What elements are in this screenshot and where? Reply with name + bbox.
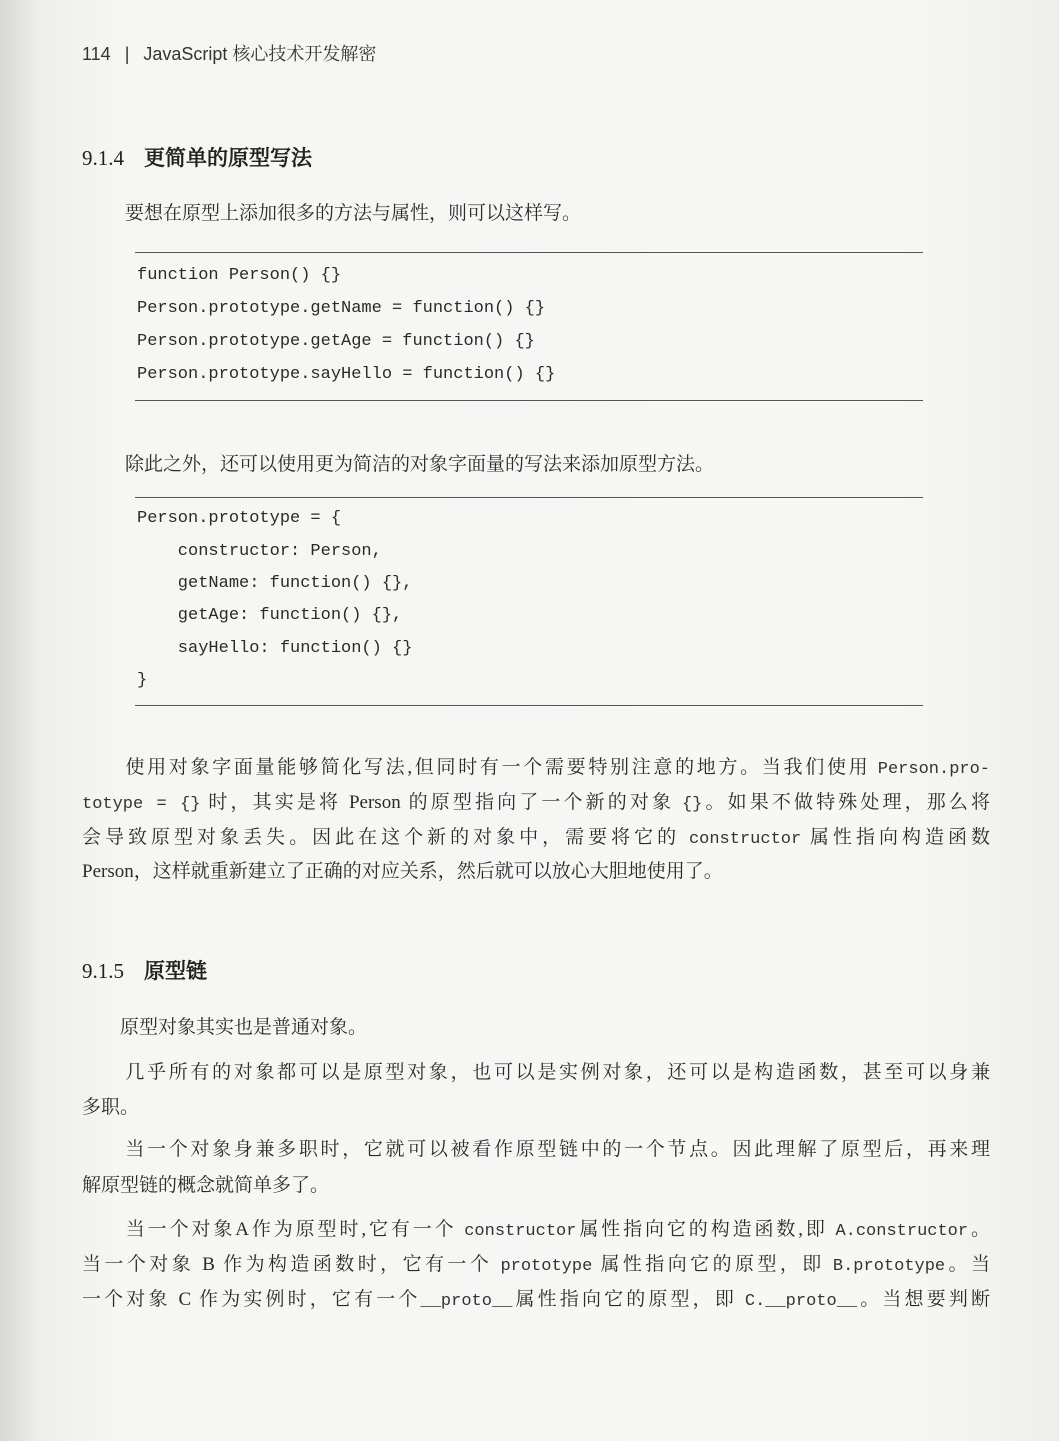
- code-rule-top: [135, 497, 923, 498]
- text-run: 。当想要判断: [857, 1289, 990, 1310]
- text-run: 属性指向它的原型，即: [512, 1289, 745, 1310]
- code-line: Person.prototype = {: [137, 509, 342, 528]
- code-rule-top: [135, 252, 923, 253]
- text-run: 会导致原型对象丢失。因此在这个新的对象中，需要将它的: [82, 827, 689, 848]
- code-line: getAge: function() {},: [137, 606, 403, 625]
- code-line: function Person() {}: [137, 266, 342, 285]
- text-run: 当一个对象身兼多职时，它就可以被看作原型链中的一个节点。因此理解了原型后，再来理: [82, 1139, 990, 1160]
- inline-code: __proto__: [420, 1292, 513, 1311]
- text-line: [82, 1016, 367, 1040]
- text-run: 多职。: [82, 1097, 140, 1118]
- section-number: 9.1.5: [82, 959, 124, 983]
- text-line: [82, 791, 990, 817]
- inline-code: constructor: [688, 830, 802, 849]
- code-line: Person.prototype.sayHello = function() {}: [137, 365, 556, 384]
- inline-code: {}: [681, 795, 703, 814]
- inline-code: prototype: [500, 1257, 593, 1276]
- text-run: 时，其实是将 Person 的原型指向了一个新的对象: [200, 792, 682, 813]
- text-run: 解原型链的概念就简单多了。: [82, 1175, 330, 1196]
- text-run: 属性指向它的原型，即: [592, 1254, 833, 1275]
- text-line: [82, 756, 990, 782]
- text-run: 使用对象字面量能够简化写法,但同时有一个需要特别注意的地方。当我们使用: [82, 757, 878, 778]
- text-run: 。如果不做特殊处理，那么将: [702, 792, 990, 813]
- code-line: constructor: Person,: [137, 542, 382, 561]
- text-line: [82, 1174, 329, 1198]
- section-title: 更简单的原型写法: [144, 146, 312, 170]
- inline-code: C.__proto__: [744, 1292, 858, 1311]
- text-run: 属性指向它的构造函数,即: [576, 1219, 836, 1240]
- code-rule-bottom: [135, 705, 923, 706]
- code-rule-bottom: [135, 400, 923, 401]
- intro-paragraph: 要想在原型上添加很多的方法与属性，则可以这样写。: [125, 203, 582, 224]
- text-line: [82, 1096, 139, 1120]
- text-run: 。当: [945, 1254, 990, 1275]
- text-line: [82, 1218, 990, 1244]
- inline-code: totype = {}: [82, 795, 201, 814]
- text-run: 当一个对象 B 作为构造函数时，它有一个: [82, 1254, 501, 1275]
- text-line: [82, 860, 723, 884]
- section-heading-9-1-4: [82, 142, 312, 172]
- text-run: 原型对象其实也是普通对象。: [82, 1017, 368, 1038]
- inline-code: B.prototype: [832, 1257, 946, 1276]
- section-number: 9.1.4: [82, 146, 124, 170]
- section-title: 原型链: [144, 959, 207, 983]
- text-run: 一个对象 C 作为实例时，它有一个: [82, 1289, 421, 1310]
- code-line: Person.prototype.getName = function() {}: [137, 299, 546, 318]
- code-line: sayHello: function() {}: [137, 639, 413, 658]
- text-line: [82, 826, 990, 852]
- code-line: }: [137, 671, 148, 690]
- inline-code: Person.pro-: [877, 760, 990, 779]
- text-run: Person，这样就重新建立了正确的对应关系，然后就可以放心大胆地使用了。: [82, 861, 723, 882]
- text-run: 。: [968, 1219, 990, 1240]
- middle-paragraph: 除此之外，还可以使用更为简洁的对象字面量的写法来添加原型方法。: [125, 454, 715, 475]
- text-line: [82, 1061, 990, 1085]
- text-run: 几乎所有的对象都可以是原型对象，也可以是实例对象，还可以是构造函数，甚至可以身兼: [82, 1062, 990, 1083]
- text-line: [82, 1288, 990, 1314]
- book-title: JavaScript 核心技术开发解密: [143, 44, 377, 64]
- inline-code: constructor: [464, 1222, 577, 1241]
- inline-code: A.constructor: [835, 1222, 969, 1241]
- running-header: [82, 40, 376, 66]
- text-run: 属性指向构造函数: [801, 827, 990, 848]
- code-line: Person.prototype.getAge = function() {}: [137, 332, 535, 351]
- section-heading-9-1-5: [82, 955, 207, 985]
- text-line: [82, 1138, 990, 1162]
- code-line: getName: function() {},: [137, 574, 413, 593]
- header-separator: |: [124, 44, 130, 64]
- text-run: 当一个对象A作为原型时,它有一个: [82, 1219, 465, 1240]
- page-number: 114: [82, 44, 111, 64]
- text-line: [82, 1253, 990, 1279]
